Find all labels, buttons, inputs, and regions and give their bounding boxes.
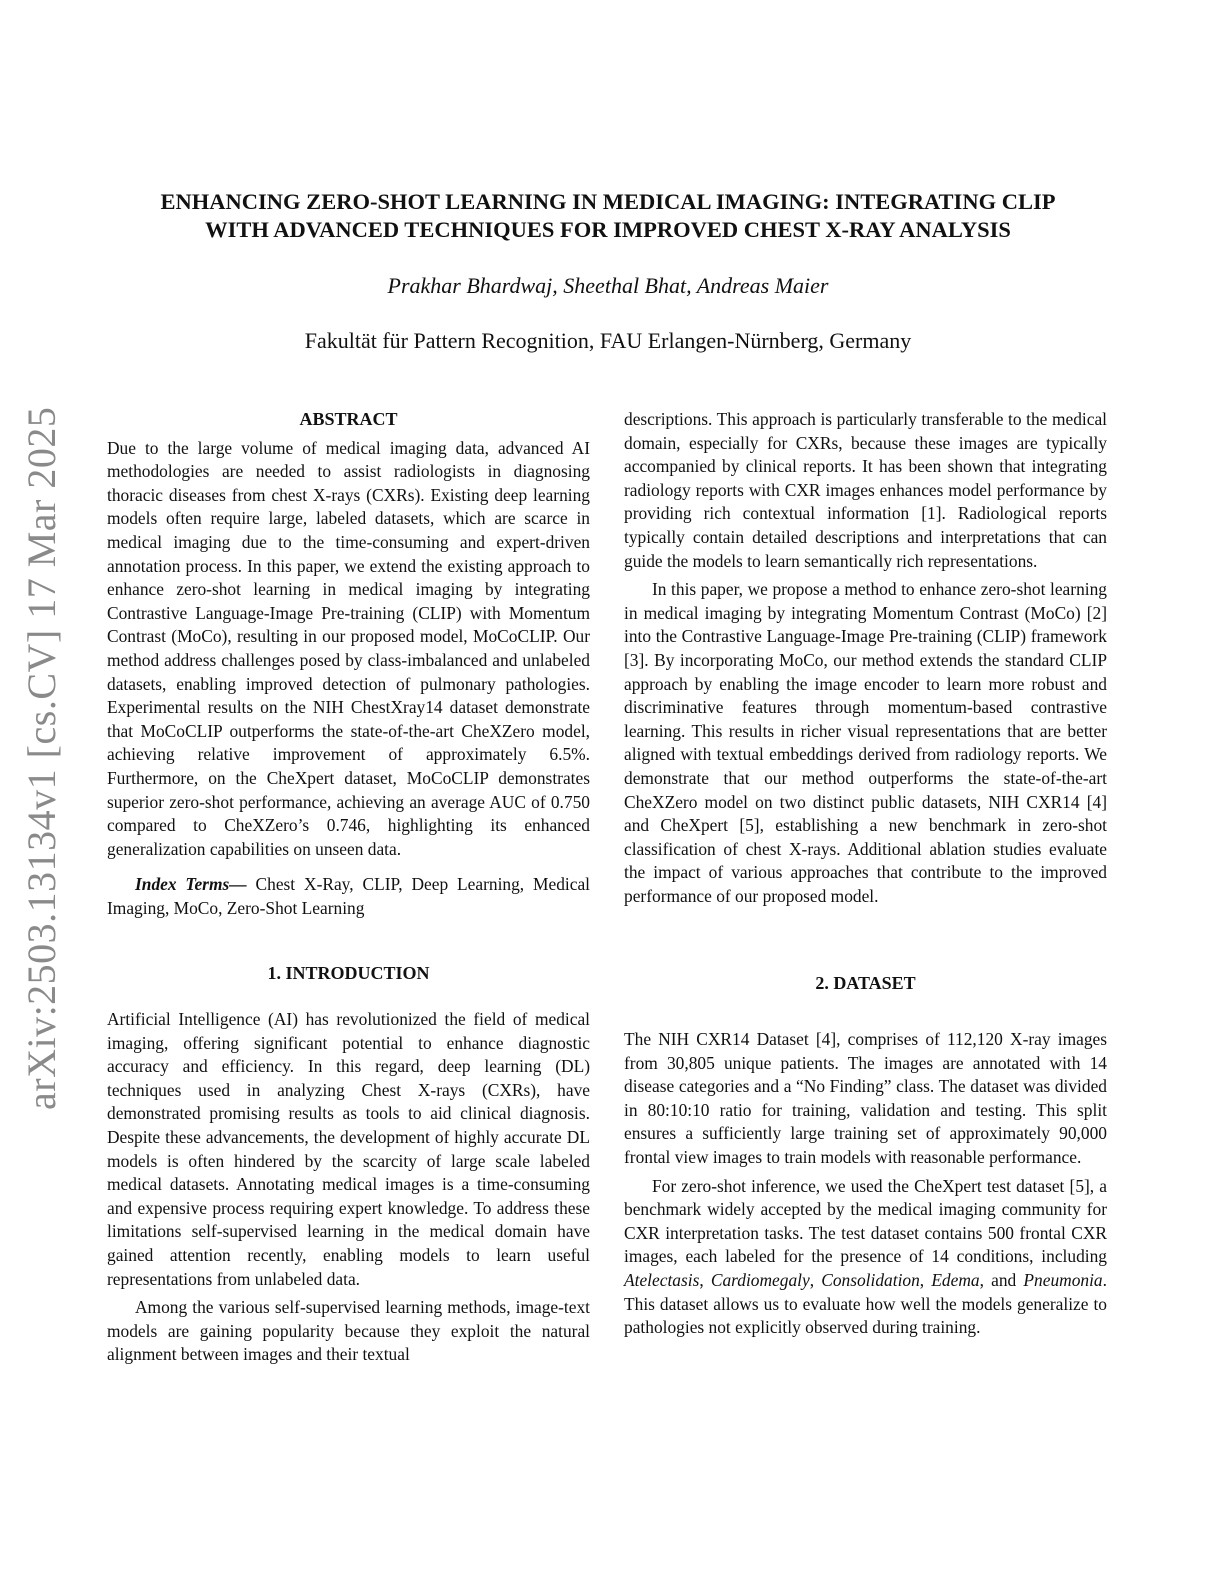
condition-atelectasis: Atelectasis <box>624 1270 700 1290</box>
introduction-paragraph-2-continued: descriptions. This approach is particularly transferable to the medical domain, especially for CXRs, because these images are typically accompanied by clinical reports. It has been shown that integrating radiology reports with CXR images enhances model performance by providing rich contextual information [1]. Radiological reports typically contain detailed descriptions and interpretations that can guide the models to learn semantically rich representations. <box>624 409 1107 571</box>
condition-cardiomegaly: Cardiomegaly <box>710 1270 810 1290</box>
right-column <box>624 408 1107 1340</box>
dataset-paragraph-2-tail: . This dataset allows us to evaluate how well the models generalize to pathologies not explicitly observed during training. <box>624 1270 1107 1338</box>
separator: , <box>809 1270 822 1290</box>
title-line-1: ENHANCING ZERO-SHOT LEARNING IN MEDICAL IMAGING: INTEGRATING CLIP <box>160 189 1056 214</box>
dataset-paragraph-1: The NIH CXR14 Dataset [4], comprises of 112,120 X-ray images from 30,805 unique patients. The images are annotated with 14 disease categories and a “No Finding” class. The dataset was divided in 80:10:10 ratio for training, validation and testing. This split ensures a sufficiently large training set of approximately 90,000 frontal view images to train models with reasonable performance. <box>624 1029 1107 1168</box>
index-terms-label: Index Terms— <box>135 874 247 895</box>
arxiv-identifier-stamp: arXiv:2503.13134v1 [cs.CV] 17 Mar 2025 <box>19 406 64 1110</box>
author-list: Prakhar Bhardwaj, Sheethal Bhat, Andreas Maier <box>387 273 829 298</box>
condition-edema: Edema <box>931 1270 980 1290</box>
condition-consolidation: Consolidation <box>821 1270 920 1290</box>
separator: , and <box>979 1270 1024 1290</box>
condition-pneumonia: Pneumonia <box>1023 1270 1103 1290</box>
separator: , <box>699 1270 711 1290</box>
affiliation: Fakultät für Pattern Recognition, FAU Erlangen-Nürnberg, Germany <box>304 328 912 353</box>
dataset-paragraph-2 <box>624 1175 1107 1340</box>
dataset-heading: 2. DATASET <box>815 973 916 994</box>
index-terms <box>107 873 590 920</box>
title-line-2: WITH ADVANCED TECHNIQUES FOR IMPROVED CHEST X-RAY ANALYSIS <box>205 217 1011 242</box>
paper-title <box>108 188 1108 244</box>
separator: , <box>919 1270 932 1290</box>
introduction-paragraph-3: In this paper, we propose a method to enhance zero-shot learning in medical imaging by integrating Momentum Contrast (MoCo) [2] into the Contrastive Language-Image Pre-training (CLIP) framework [3]. By incorporating MoCo, our method extends the standard CLIP approach by enabling the image encoder to learn more robust and discriminative features through momentum-based contrastive learning. This results in richer visual representations that are better aligned with textual embeddings derived from radiology reports. We demonstrate that our method outperforms the state-of-the-art CheXZero model on two distinct public datasets, NIH CXR14 [4] and CheXpert [5], establishing a new benchmark in zero-shot classification of chest X-rays. Additional ablation studies evaluate the impact of various approaches that contribute to the improved performance of our proposed model. <box>624 579 1107 906</box>
dataset-paragraph-2-text: For zero-shot inference, we used the CheXpert test dataset [5], a benchmark widely accepted by the medical imaging community for CXR interpretation tasks. The test dataset contains 500 frontal CXR images, each labeled for the presence of 14 conditions, including <box>624 1175 1107 1267</box>
abstract-text: Due to the large volume of medical imaging data, advanced AI methodologies are needed to assist radiologists in diagnosing thoracic diseases from chest X-rays (CXRs). Existing deep learning models often require large, labeled datasets, which are scarce in medical imaging due to the time-consuming and expert-driven annotation process. In this paper, we extend the existing approach to enhance zero-shot learning in medical imaging by integrating Contrastive Language-Image Pre-training (CLIP) with Momentum Contrast (MoCo), resulting in our proposed model, MoCoCLIP. Our method address challenges posed by class-imbalanced and unlabeled datasets, enabling improved detection of pulmonary pathologies. Experimental results on the NIH ChestXray14 dataset demonstrate that MoCoCLIP outperforms the state-of-the-art CheXZero model, achieving relative improvement of approximately 6.5%. Furthermore, on the CheXpert dataset, MoCoCLIP demonstrates superior zero-shot performance, achieving an average AUC of 0.750 compared to CheXZero’s 0.746, highlighting its enhanced generalization capabilities on unseen data. <box>107 437 590 859</box>
introduction-paragraph-1: Artificial Intelligence (AI) has revolutionized the field of medical imaging, offering significant potential to enhance diagnostic accuracy and efficiency. In this regard, deep learning (DL) techniques used in analyzing Chest X-rays (CXRs), have demonstrated promising results as tools to aid clinical diagnosis. Despite these advancements, the development of highly accurate DL models is often hindered by the scarcity of large scale labeled medical datasets. Annotating medical images is a time-consuming and expensive process requiring expert knowledge. To address these limitations self-supervised learning in the medical domain have gained attention recently, enabling models to learn useful representations from unlabeled data. <box>107 1009 590 1289</box>
introduction-heading: 1. INTRODUCTION <box>267 963 430 984</box>
index-terms-text: Chest X-Ray, CLIP, Deep Learning, Medical Imaging, MoCo, Zero-Shot Learning <box>107 874 590 918</box>
abstract-heading: ABSTRACT <box>299 409 398 429</box>
left-column <box>107 408 590 1367</box>
introduction-paragraph-2: Among the various self-supervised learning methods, image-text models are gaining popularity because they exploit the natural alignment between images and their textual <box>107 1297 590 1365</box>
